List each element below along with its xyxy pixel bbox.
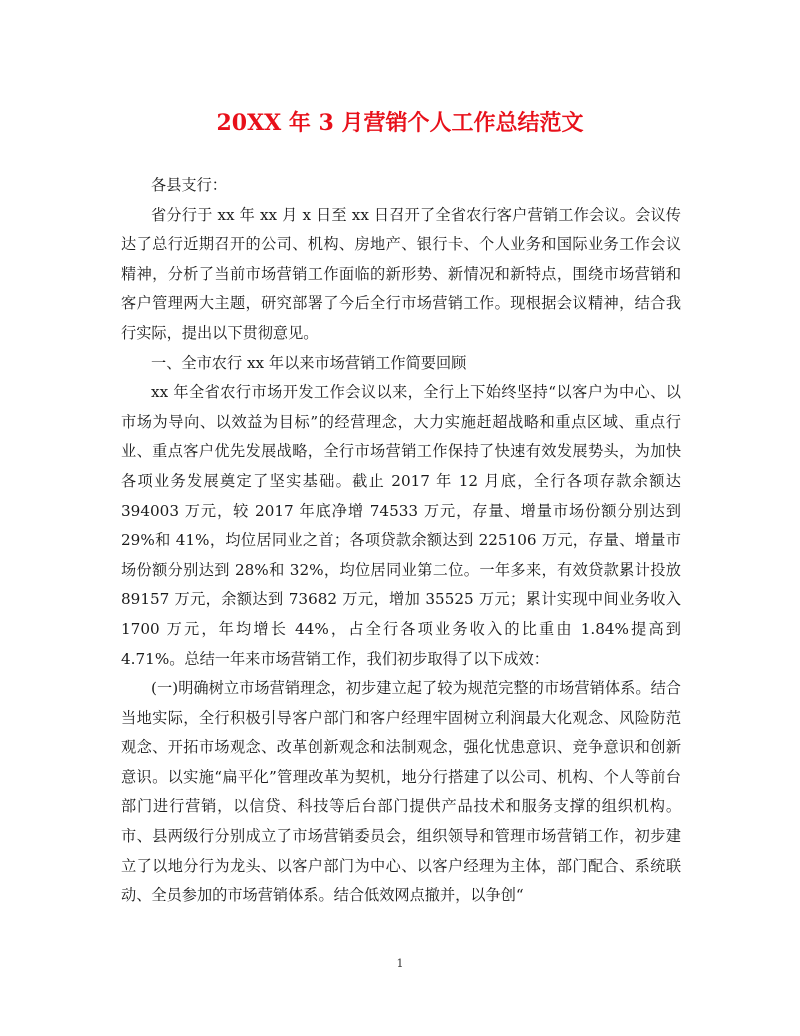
body-paragraph: (一)明确树立市场营销理念，初步建立起了较为规范完整的市场营销体系。结合当地实际，全行积极引导客户部门和客户经理牢固树立利润最大化观念、风险防范观念、开拓市场观念、改革创新观念和法制观念，强化忧患意识、竞争意识和创新意识。以实施“扁平化”管理改革为契机，地分行搭建了以公司、机构、个人等前台部门进行营销，以信贷、科技等后台部门提供产品技术和服务支撑的组织机构。市、县两级行分别成立了市场营销委员会，组织领导和管理市场营销工作，初步建立了以地分行为龙头、以客户部门为中心、以客户经理为主体，部门配合、系统联动、全员参加的市场营销体系。结合低效网点撤并，以争创“ bbox=[121, 679, 681, 905]
document-body bbox=[121, 171, 681, 911]
section-heading: 一、全市农行 xx 年以来市场营销工作简要回顾 bbox=[151, 353, 467, 372]
document-title: 20XX 年 3 月营销个人工作总结范文 bbox=[216, 110, 584, 136]
body-paragraph: 省分行于 xx 年 xx 月 x 日至 xx 日召开了全省农行客户营销工作会议。会议传达了总行近期召开的公司、机构、房地产、银行卡、个人业务和国际业务工作会议精神，分析了当前市场营销工作面临的新形势、新情况和新特点，围绕市场营销和客户管理两大主题，研究部署了今后全行市场营销工作。现根据会议精神，结合我行实际，提出以下贯彻意见。 bbox=[121, 205, 681, 342]
salutation: 各县支行： bbox=[151, 176, 227, 194]
page-number: 1 bbox=[396, 957, 404, 970]
body-paragraph: xx 年全省农行市场开发工作会议以来，全行上下始终坚持“以客户为中心、以市场为导向、以效益为目标”的经营理念，大力实施赶超战略和重点区域、重点行业、重点客户优先发展战略，全行市场营销工作保持了快速有效发展势头，为加快各项业务发展奠定了坚实基础。截止 2017 年 12 月底，全行各项存款余额达 394003 万元，较 2017 年底净增 74533 万元，存量、增量市场份额分别达到 29%和 41%，均位居同业之首；各项贷款余额达到 225106 万元，存量、增量市场份额分别达到 28%和 32%，均位居同业第二位。一年多来，有效贷款累计投放 89157 万元，余额达到 73682 万元，增加 35525 万元；累计实现中间业务收入 1700 万元，年均增长 44%，占全行各项业务收入的比重由 1.84%提高到 4.71%。总结一年来市场营销工作，我们初步取得了以下成效： bbox=[121, 383, 681, 668]
